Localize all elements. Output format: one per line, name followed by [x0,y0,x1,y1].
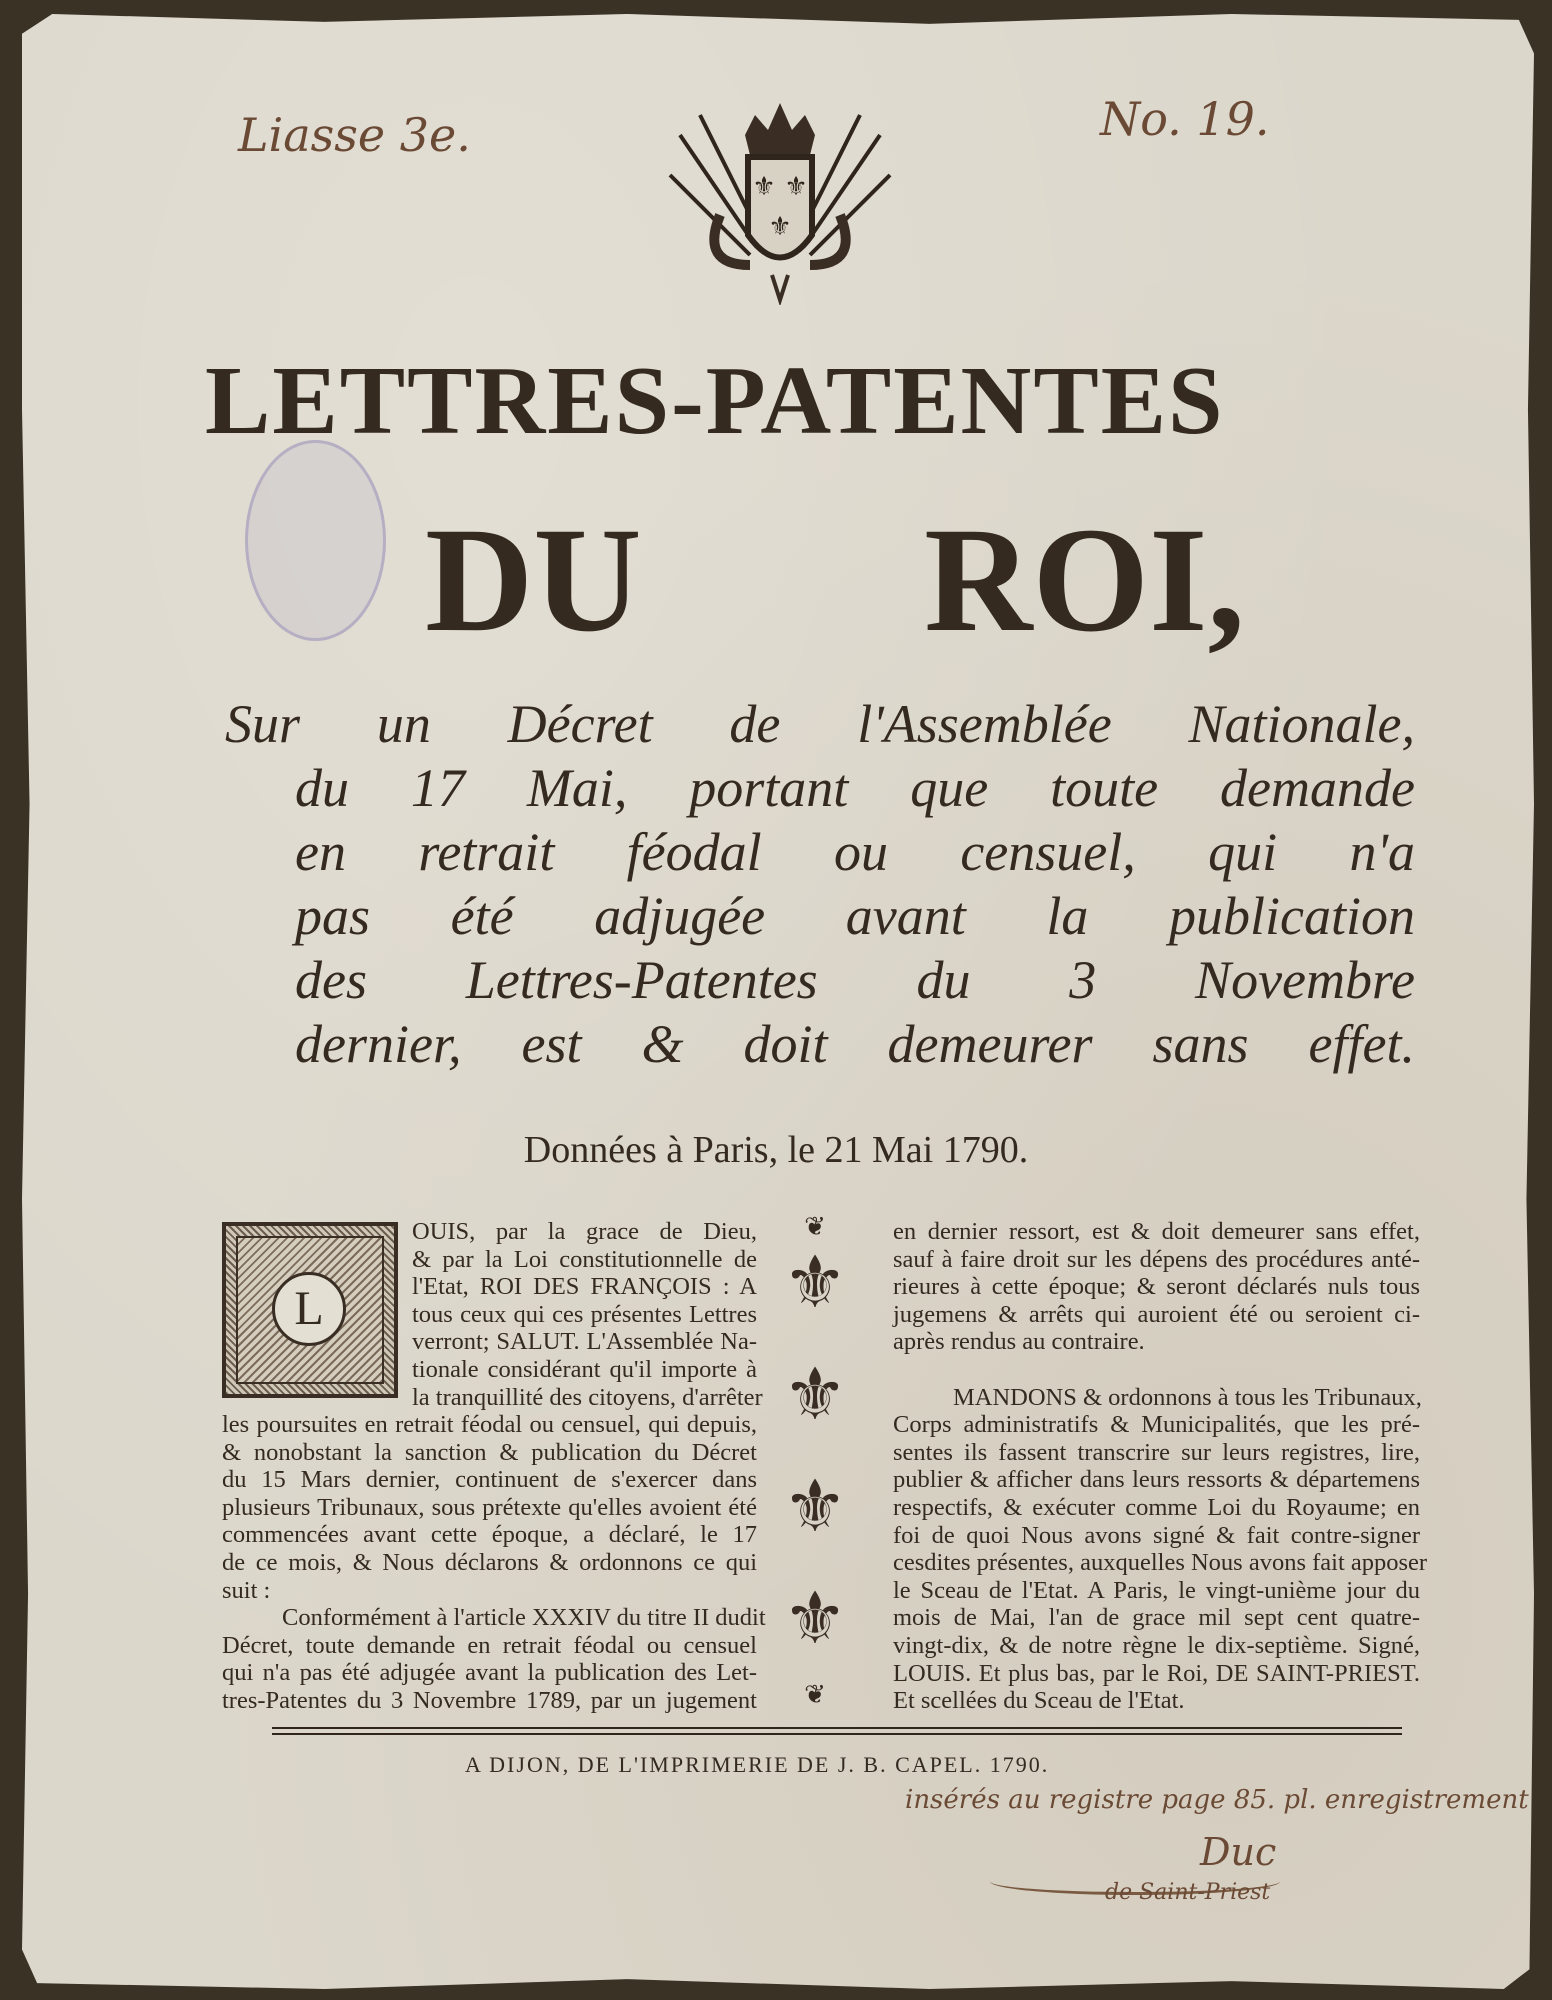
title-word: LETTRES-PATENTES [205,347,1225,455]
text-line: plusieurs Tribunaux, sous prétexte qu'elles avoient été [222,1493,757,1521]
text-line: le Sceau de l'Etat. A Paris, le vingt-unième jour du [893,1576,1420,1604]
printer-imprint: A DIJON, DE L'IMPRIMERIE DE J. B. CAPEL. 1790. [465,1752,1050,1777]
decree-subtitle [225,692,1415,1076]
fleur-de-lis-icon: ⚜ [782,1579,848,1659]
text-line: de ce mois, & Nous déclarons & ordonnons ce qui [222,1548,757,1576]
text-line: LOUIS. Et plus bas, par le Roi, DE SAINT-PRIEST. [893,1659,1420,1687]
text-line: sentes ils fassent transcrire sur leurs registres, lire, [893,1438,1420,1466]
text-line: Corps administratifs & Municipalités, que les pré- [893,1411,1420,1439]
title-word: DU [425,497,642,663]
text-line: Conformément à l'article XXXIV du titre II dudit [282,1604,766,1632]
text-line: après rendus au contraire. [893,1328,1145,1356]
text-line: pas été adjugée avant la publication [295,886,1415,946]
left-column-bottom [222,1411,766,1715]
text-line: en retrait féodal ou censuel, qui n'a [295,822,1415,882]
text-line: cesdites présentes, auxquelles Nous avons fait apposer [893,1549,1428,1577]
text-line: l'Etat, ROI DES FRANÇOIS : A [412,1273,757,1301]
left-column-top [412,1218,763,1411]
title-du-roi [425,497,1245,663]
handwritten-liasse: Liasse 3e. [238,108,471,162]
svg-text:⚜: ⚜ [752,172,776,201]
fleur-de-lis-icon: ⚜ [782,1243,848,1323]
date-line: Données à Paris, le 21 Mai 1790. [523,1129,1029,1171]
text-line: sauf à faire droit sur les dépens des procédures anté- [893,1245,1420,1273]
fleur-de-lis-icon: ⚜ [782,1467,848,1547]
text-line: Décret, toute demande en retrait féodal ou censuel [222,1631,757,1659]
text-line: en dernier ressort, est & doit demeurer sans effet, [893,1218,1420,1245]
royal-coat-of-arms-icon [660,95,900,305]
text-line: dernier, est & doit demeurer sans effet. [295,1014,1415,1074]
svg-text:⚜: ⚜ [784,172,808,201]
text-line: rieures à cette époque; & seront déclarés nuls tous [893,1273,1420,1301]
text-line: publier & afficher dans leurs ressorts & départemens [893,1466,1420,1494]
handwritten-countersignature: de Saint-Priest [1105,1880,1271,1905]
text-line: du 17 Mai, portant que toute demande [295,758,1415,818]
svg-text:⚜: ⚜ [768,212,792,241]
double-rule-divider [272,1727,1402,1735]
handwritten-number: No. 19. [1100,92,1270,146]
text-line: foi de quoi Nous avons signé & fait contre-signer [893,1521,1420,1549]
handwritten-signature: Duc [1200,1830,1277,1874]
decorative-drop-cap [222,1222,398,1398]
ornament-bottom-icon: ❦ [804,1680,826,1709]
text-line: & nonobstant la sanction & publication du Décret [222,1438,757,1466]
text-line: verront; SALUT. L'Assemblée Na- [412,1328,757,1356]
handwritten-registration-note: insérés au registre page 85. pl. enregistrement [905,1785,1529,1815]
text-line: Et scellées du Sceau de l'Etat. [893,1687,1185,1715]
text-line: jugemens & arrêts qui auroient été ou seroient ci- [893,1300,1420,1328]
text-line: qui n'a pas été adjugée avant la publication des Let- [222,1659,757,1687]
text-line: la tranquillité des citoyens, d'arrêter [412,1383,763,1411]
text-line: MANDONS & ordonnons à tous les Tribunaux, [953,1383,1422,1411]
text-line: tres-Patentes du 3 Novembre 1789, par un jugement [222,1686,757,1714]
text-line: mois de Mai, l'an de grace mil sept cent quatre- [893,1604,1420,1632]
text-line: commencées avant cette époque, a déclaré, le 17 [222,1521,757,1549]
fleur-de-lis-icon: ⚜ [782,1355,848,1435]
text-line: OUIS, par la grace de Dieu, [412,1218,757,1245]
text-line: tous ceux qui ces présentes Lettres [412,1300,757,1328]
right-column [893,1218,1428,1715]
text-line: vingt-dix, & de notre règne le dix-septième. Signé, [893,1631,1420,1659]
text-line: les poursuites en retrait féodal ou censuel, qui depuis, [222,1411,757,1438]
text-line: & par la Loi constitutionnelle de [412,1245,757,1273]
text-line: tionale considérant qu'il importe à [412,1355,757,1383]
text-line [893,1356,1420,1384]
text-line: suit : [222,1576,271,1604]
title-lettres-patentes [205,347,1415,455]
text-line: respectifs, & exécuter comme Loi du Royaume; en [893,1493,1420,1521]
archive-stamp [245,440,386,641]
text-line: des Lettres-Patentes du 3 Novembre [295,950,1415,1010]
title-word: ROI, [924,497,1245,663]
text-line: Sur un Décret de l'Assemblée Nationale, [225,694,1415,754]
ornament-top-icon: ❦ [804,1212,826,1241]
text-line: du 15 Mars dernier, continuent de s'exercer dans [222,1466,757,1494]
drop-cap-letter: L [272,1272,346,1346]
